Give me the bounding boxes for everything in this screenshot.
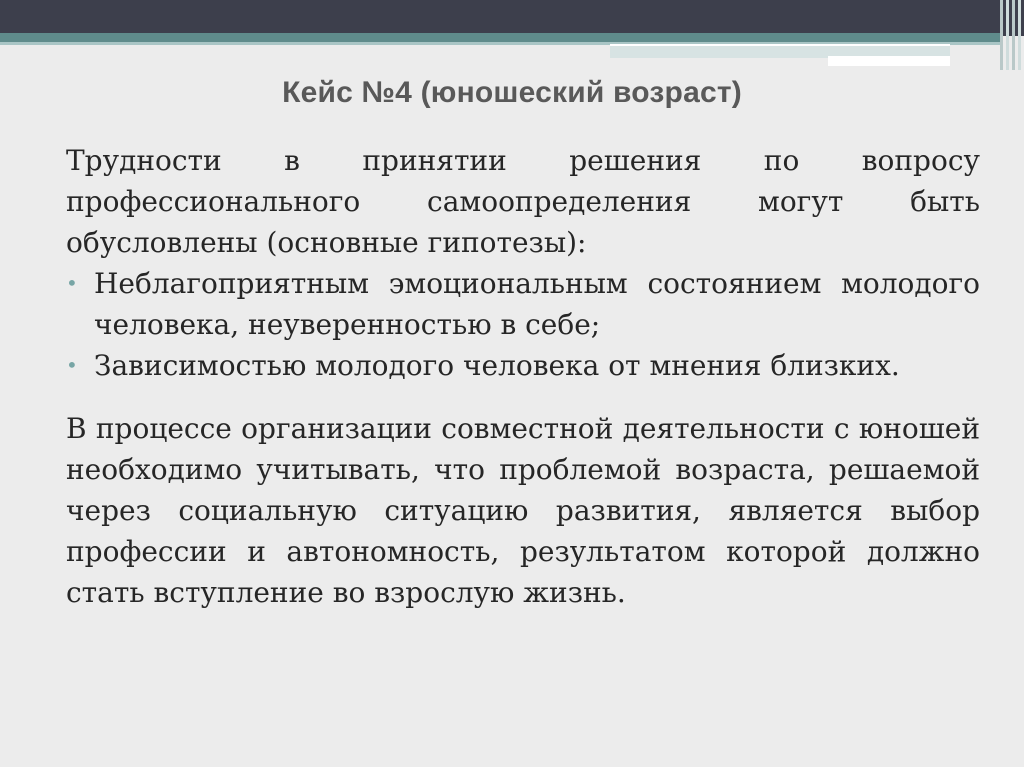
- intro-paragraph: Трудности в принятии решения по вопросу профессионального самоопределения могут быть обусловлены (основные гипотезы):: [66, 144, 980, 259]
- list-item: [66, 345, 980, 386]
- header-bar-teal: [0, 33, 1000, 42]
- list-item: [66, 263, 980, 345]
- vertical-strip: [1000, 0, 1003, 70]
- list-item-text: Неблагоприятным эмоциональным состоянием молодого человека, неуверенностью в себе;: [94, 267, 980, 341]
- vertical-strip: [1006, 0, 1009, 70]
- bullet-icon: •: [66, 353, 78, 377]
- header-vertical-strips: [998, 0, 1024, 70]
- header-bar-tail-small: [828, 56, 950, 66]
- conclusion-paragraph: В процессе организации совместной деятельности с юношей необходимо учитывать, что проблемой возраста, решаемой через социальную ситуацию развития, является выбор профессии и автономность, результатом которой должно стать вступление во взрослую жизнь.: [66, 412, 980, 609]
- hypotheses-list: [66, 263, 980, 386]
- bullet-icon: •: [66, 271, 78, 295]
- list-item-text: Зависимостью молодого человека от мнения близких.: [94, 349, 900, 382]
- vertical-strip: [1018, 0, 1021, 70]
- slide-content: [66, 140, 980, 613]
- header-bar-dark: [0, 0, 1024, 36]
- slide-title: Кейс №4 (юношеский возраст): [282, 76, 742, 109]
- vertical-strip: [1012, 0, 1015, 70]
